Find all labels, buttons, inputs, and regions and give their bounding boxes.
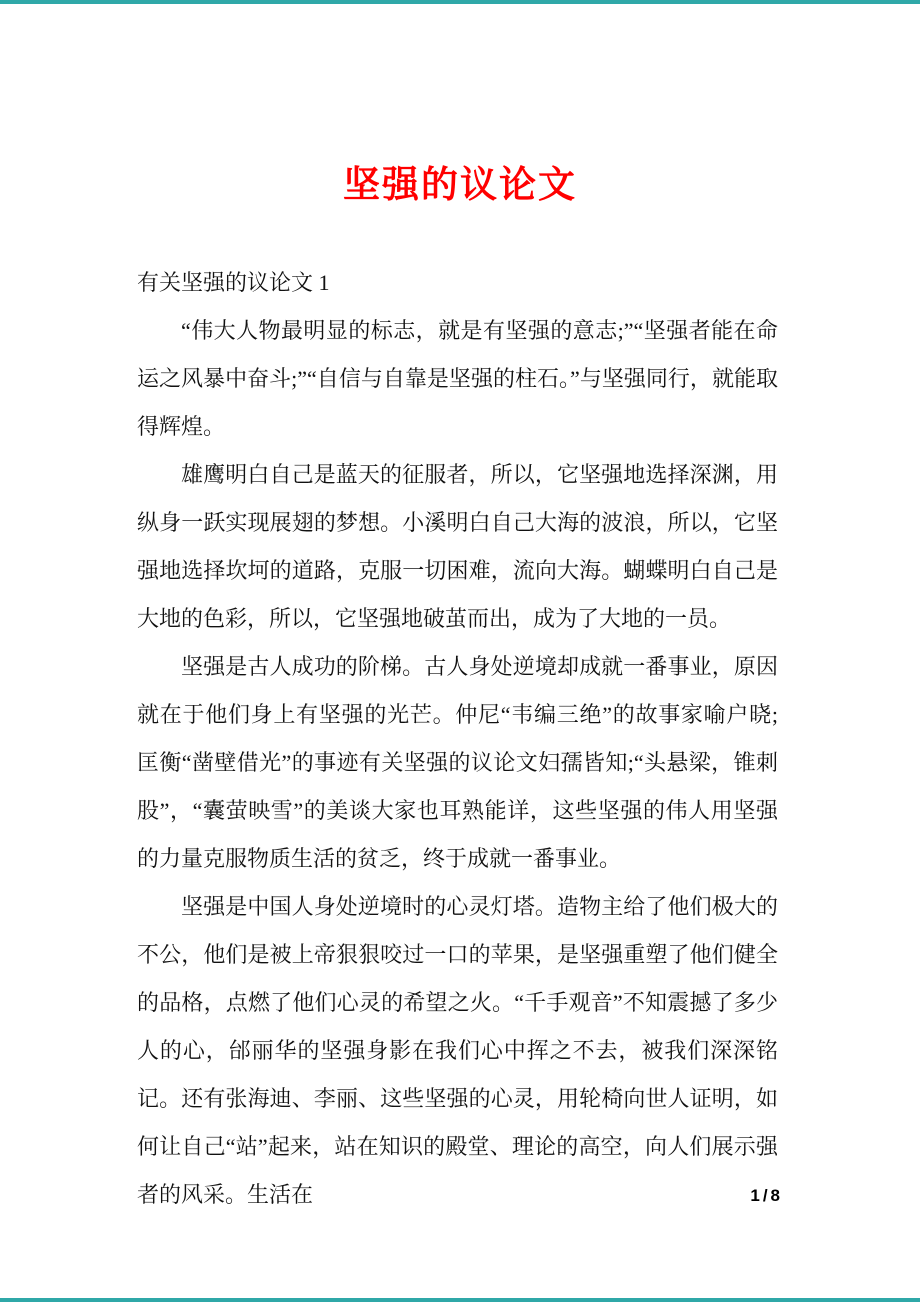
section-subtitle: 有关坚强的议论文 1 [137,270,330,295]
bottom-accent-bar [0,1298,920,1302]
document-body [137,259,778,1219]
body-paragraph: 坚强是古人成功的阶梯。古人身处逆境却成就一番事业，原因就在于他们身上有坚强的光芒。仲尼“韦编三绝”的故事家喻户晓;匡衡“凿壁借光”的事迹有关坚强的议论文妇孺皆知;“头悬梁，锥刺股”，“囊萤映雪”的美谈大家也耳熟能详，这些坚强的伟人用坚强的力量克服物质生活的贫乏，终于成就一番事业。 [137,654,778,871]
page-number-indicator: 1/8 [750,1186,783,1205]
page-title: 坚强的议论文 [343,164,577,206]
top-accent-bar [0,0,920,4]
body-paragraph: 坚强是中国人身处逆境时的心灵灯塔。造物主给了他们极大的不公，他们是被上帝狠狠咬过一口的苹果，是坚强重塑了他们健全的品格，点燃了他们心灵的希望之火。“千手观音”不知震撼了多少人的心，邰丽华的坚强身影在我们心中挥之不去，被我们深深铭记。还有张海迪、李丽、这些坚强的心灵，用轮椅向世人证明，如何让自己“站”起来，站在知识的殿堂、理论的高空，向人们展示强者的风采。生活在 [137,894,778,1207]
body-paragraph: 雄鹰明白自己是蓝天的征服者，所以，它坚强地选择深渊，用纵身一跃实现展翅的梦想。小溪明白自己大海的波浪，所以，它坚强地选择坎坷的道路，克服一切困难，流向大海。蝴蝶明白自己是大地的色彩，所以，它坚强地破茧而出，成为了大地的一员。 [137,462,778,631]
body-paragraph: “伟大人物最明显的标志，就是有坚强的意志;”“坚强者能在命运之风暴中奋斗;”“自信与自靠是坚强的柱石。”与坚强同行，就能取得辉煌。 [137,318,778,439]
